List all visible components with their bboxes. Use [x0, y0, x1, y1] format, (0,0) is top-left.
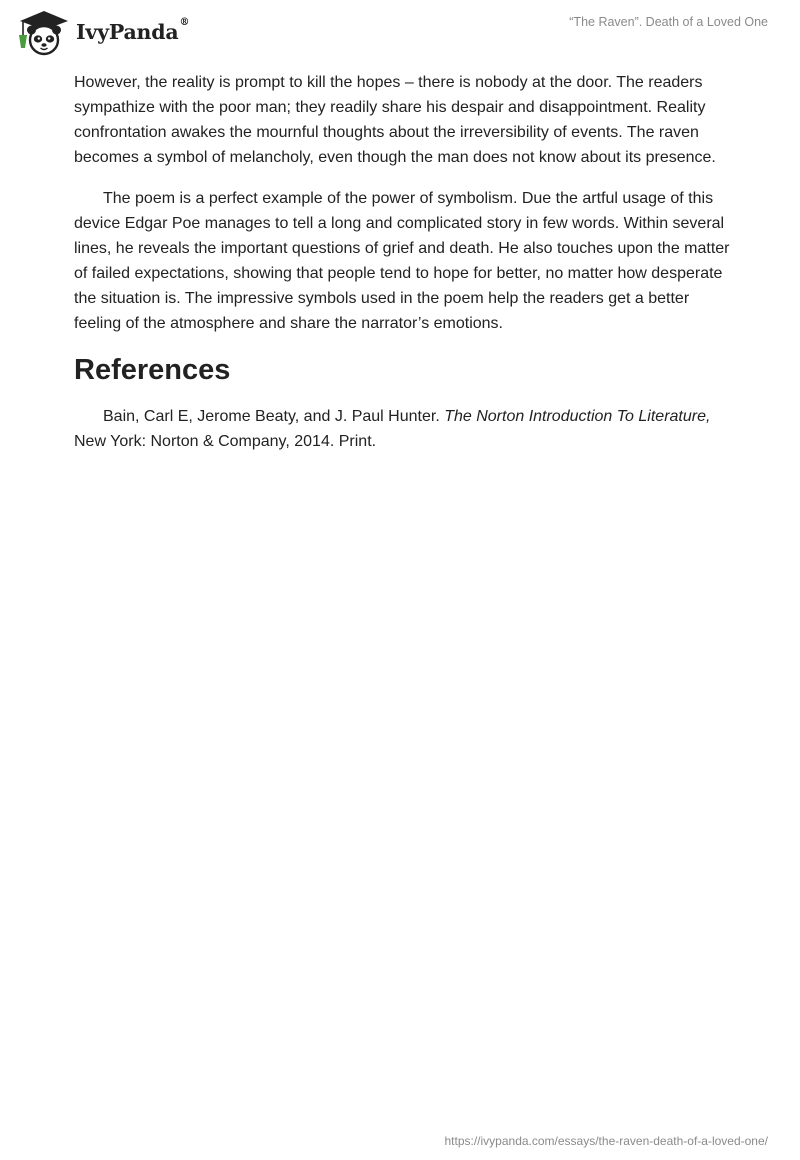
body-paragraph: However, the reality is prompt to kill the hopes – there is nobody at the door. The readers sympathize with the poor man; they readily share his despair and disappointment. Reality confrontation awakes the mournful thoughts about the irreversibility of events. The raven becomes a symbol of melancholy, even though the man does not know about its presence. [74, 74, 716, 166]
references-heading: References [74, 354, 231, 386]
body-paragraph: The poem is a perfect example of the power of symbolism. Due the artful usage of this device Edgar Poe manages to tell a long and complicated story in few words. Within several lines, he reveals the important questions of grief and death. He also touches upon the matter of failed expectations, showing that people tend to hope for better, no matter how desperate the situation is. The impressive symbols used in the poem help the readers get a better feeling of the atmosphere and share the narrator’s emotions. [74, 190, 730, 332]
page-header [0, 0, 800, 60]
ivypanda-logo[interactable] [14, 8, 189, 56]
panda-graduate-icon [14, 8, 72, 56]
brand-text: IvyPanda [76, 20, 179, 44]
source-url-link[interactable]: https://ivypanda.com/essays/the-raven-death-of-a-loved-one/ [444, 1134, 768, 1148]
reference-publisher: New York: Norton & Company, 2014. Print. [74, 433, 377, 450]
essay-content [74, 70, 730, 470]
registered-mark: ® [179, 17, 190, 28]
reference-entry [74, 404, 730, 454]
reference-authors: Bain, Carl E, Jerome Beaty, and J. Paul Hunter. [103, 408, 445, 425]
running-title: “The Raven”. Death of a Loved One [569, 15, 768, 29]
reference-title: The Norton Introduction To Literature, [444, 408, 711, 425]
brand-name [76, 17, 190, 44]
